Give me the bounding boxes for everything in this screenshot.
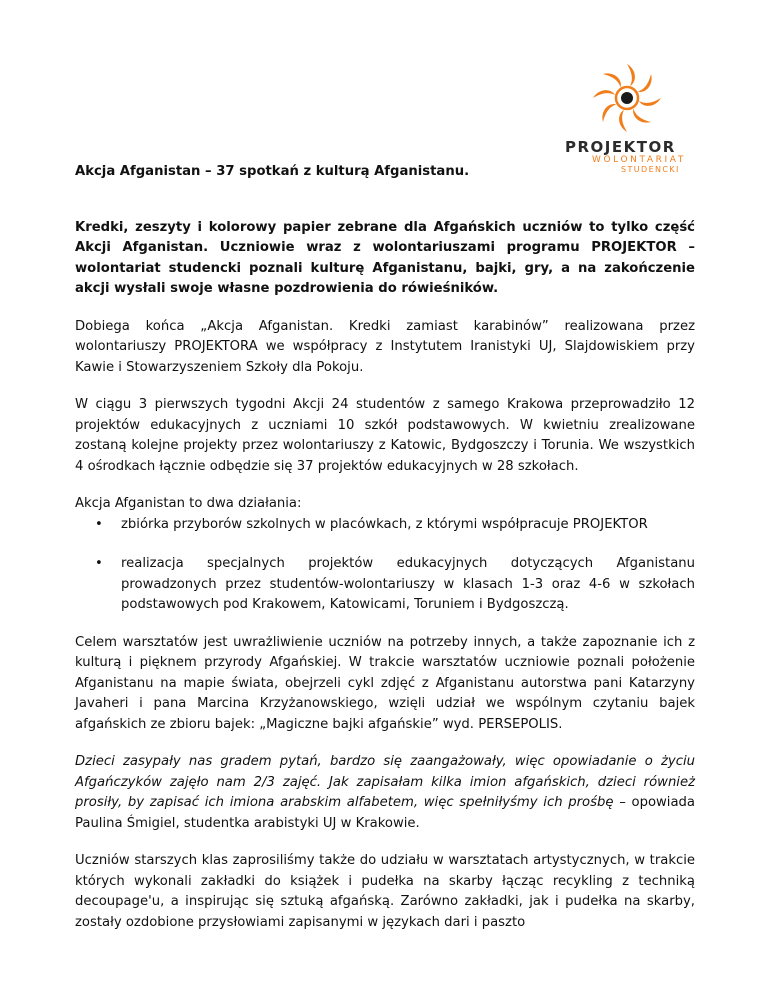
quote-attribution: – opowiada Paulina Śmigiel, studentka arabistyki UJ w Krakowie.	[75, 795, 695, 831]
list-item	[95, 554, 695, 616]
list-item-text: zbiórka przyborów szkolnych w placówkach, z którymi współpracuje PROJEKTOR	[121, 516, 648, 532]
quote-text: Dzieci zasypały nas gradem pytań, bardzo się zaangażowały, więc opowiadanie o życiu Afgańczyków zajęło nam 2/3 zajęć. Jak zapisałam kilka imion afgańskich, dzieci również prosiły, by zapisać ich imiona arabskim alfabetem, więc spełniłyśmy ich prośbę	[75, 754, 695, 810]
logo-brand-text: PROJEKTOR	[565, 138, 676, 156]
bullet-icon: •	[95, 556, 103, 571]
actions-list	[75, 515, 695, 616]
list-intro: Akcja Afganistan to dwa działania:	[75, 496, 302, 511]
lead-paragraph: Kredki, zeszyty i kolorowy papier zebrane dla Afgańskich uczniów to tylko część Akcji Afganistan. Uczniowie wraz z wolontariuszami programu PROJEKTOR – wolontariat studencki poznali kulturę Afganistanu, bajki, gry, a na zakończenie akcji wysłali swoje własne pozdrowienia do rówieśników.	[75, 219, 695, 296]
quote-paragraph	[75, 752, 695, 834]
list-item	[95, 515, 695, 536]
logo-subtitle-line2: STUDENCKI	[621, 165, 680, 174]
bullet-icon: •	[95, 516, 103, 532]
paragraph-3: Celem warsztatów jest uwrażliwienie uczniów na potrzeby innych, a także zapoznanie ich z kulturą i pięknem przyrody Afgańskiej. W trakcie warsztatów uczniowie poznali położenie Afganistanu na mapie świata, obejrzeli cykl zdjęć z Afganistanu autorstwa pani Katarzyny Javaheri i pana Marcina Krzyżanowskiego, wzięli udział we wspólnym czytaniu bajek afgańskich ze zbioru bajek: „Magiczne bajki afgańskie” wyd. PERSEPOLIS.	[75, 634, 695, 732]
list-item-text: realizacja specjalnych projektów edukacyjnych dotyczących Afganistanu prowadzonych przez studentów-wolontariuszy w klasach 1-3 oraz 4-6 w szkołach podstawowych pod Krakowem, Katowicami, Toruniem i Bydgoszczą.	[121, 556, 695, 612]
sun-swirl-logo-icon	[560, 62, 700, 142]
paragraph-1: Dobiega końca „Akcja Afganistan. Kredki zamiast karabinów” realizowana przez wolontariuszy PROJEKTORA we współpracy z Instytutem Iranistyki UJ, Slajdowiskiem przy Kawie i Stowarzyszeniem Szkoły dla Pokoju.	[75, 318, 695, 375]
logo-subtitle-line1: WOLONTARIAT	[592, 155, 686, 165]
document-title: Akcja Afganistan – 37 spotkań z kulturą Afganistanu.	[75, 164, 470, 179]
paragraph-4: Uczniów starszych klas zaprosiliśmy także do udziału w warsztatach artystycznych, w trakcie których wykonali zakładki do książek i pudełka na skarby łącząc recykling z techniką decoupage'u, a inspirując się sztuką afgańską. Zarówno zakładki, jak i pudełka na skarby, zostały ozdobione przysłowiami zapisanymi w językach dari i paszto	[75, 853, 695, 930]
paragraph-2: W ciągu 3 pierwszych tygodni Akcji 24 studentów z samego Krakowa przeprowadziło 12 projektów edukacyjnych z uczniami 10 szkół podstawowych. W kwietniu zrealizowane zostaną kolejne projekty przez wolontariuszy z Katowic, Bydgoszczy i Torunia. We wszystkich 4 ośrodkach łącznie odbędzie się 37 projektów edukacyjnych w 28 szkołach.	[75, 397, 695, 474]
document-body	[75, 162, 695, 950]
